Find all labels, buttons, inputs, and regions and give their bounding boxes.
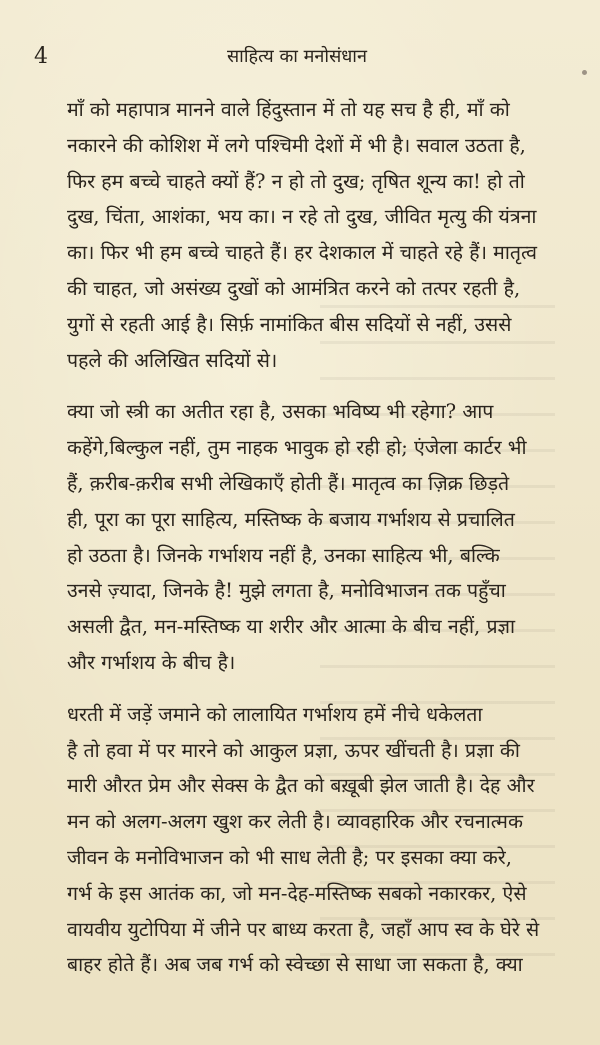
text-line: मारी औरत प्रेम और सेक्स के द्वैत को बख़ूबी झेल जाती है। देह और (67, 774, 535, 798)
text-line: गर्भ के इस आतंक का, जो मन-देह-मस्तिष्क सबको नकारकर, ऐसे (67, 881, 527, 905)
text-line: बाहर होते हैं। अब जब गर्भ को स्वेच्छा से साधा जा सकता है, क्या (67, 953, 523, 977)
text-line: वायवीय युटोपिया में जीने पर बाध्य करता है, जहाँ आप स्व के घेरे से (67, 917, 540, 941)
text-line: नकारने की कोशिश में लगे पश्चिमी देशों में भी है। सवाल उठता है, (67, 133, 526, 157)
text-line: है तो हवा में पर मारने को आकुल प्रज्ञा, ऊपर खींचती है। प्रज्ञा की (67, 738, 520, 762)
paragraph-1 (55, 92, 570, 378)
text-line: धरती में जड़ें जमाने को लालायित गर्भाशय हमें नीचे धकेलता (67, 702, 483, 726)
text-line: दुख, चिंता, आशंका, भय का। न रहे तो दुख, जीवित मृत्यु की यंत्रना (67, 205, 537, 229)
paragraph-3 (55, 697, 570, 983)
text-line: पहले की अलिखित सदियों से। (67, 348, 278, 372)
print-speck (582, 70, 587, 75)
text-line: उनसे ज़्यादा, जिनके है! मुझे लगता है, मनोविभाजन तक पहुँचा (67, 579, 506, 603)
text-line: और गर्भाशय के बीच है। (67, 650, 236, 674)
text-line: कहेंगे,बिल्कुल नहीं, तुम नाहक भावुक हो रही हो; एंजेला कार्टर भी (67, 436, 527, 460)
text-line: की चाहत, जो असंख्य दुखों को आमंत्रित करने को तत्पर रहती है, (67, 276, 521, 300)
text-line: फिर हम बच्चे चाहते क्यों हैं? न हो तो दुख; तृषित शून्य का! हो तो (67, 169, 525, 193)
page-header (34, 42, 560, 72)
text-line: युगों से रहती आई है। सिर्फ़ नामांकित बीस सदियों से नहीं, उससे (67, 312, 512, 336)
body-text (55, 92, 570, 983)
text-line: हो उठता है। जिनके गर्भाशय नहीं है, उनका साहित्य भी, बल्कि (67, 543, 500, 567)
running-title: साहित्य का मनोसंधान (227, 46, 367, 67)
page-number: 4 (34, 44, 48, 69)
text-line: माँ को महापात्र मानने वाले हिंदुस्तान में तो यह सच है ही, माँ को (67, 98, 510, 121)
text-line: हैं, क़रीब-क़रीब सभी लेखिकाएँ होती हैं। मातृत्व का ज़िक्र छिड़ते (67, 471, 510, 495)
text-line: जीवन के मनोविभाजन को भी साध लेती है; पर इसका क्या करे, (67, 845, 512, 869)
text-line: असली द्वैत, मन-मस्तिष्क या शरीर और आत्मा के बीच नहीं, प्रज्ञा (67, 615, 516, 639)
text-line: क्या जो स्त्री का अतीत रहा है, उसका भविष्य भी रहेगा? आप (67, 400, 494, 424)
text-line: ही, पूरा का पूरा साहित्य, मस्तिष्क के बजाय गर्भाशय से प्रचालित (67, 507, 515, 531)
paragraph-2 (55, 394, 570, 680)
text-line: मन को अलग-अलग खुश कर लेती है। व्यावहारिक और रचनात्मक (67, 810, 523, 834)
text-line: का। फिर भी हम बच्चे चाहते हैं। हर देशकाल में चाहते रहे हैं। मातृत्व (67, 241, 538, 265)
